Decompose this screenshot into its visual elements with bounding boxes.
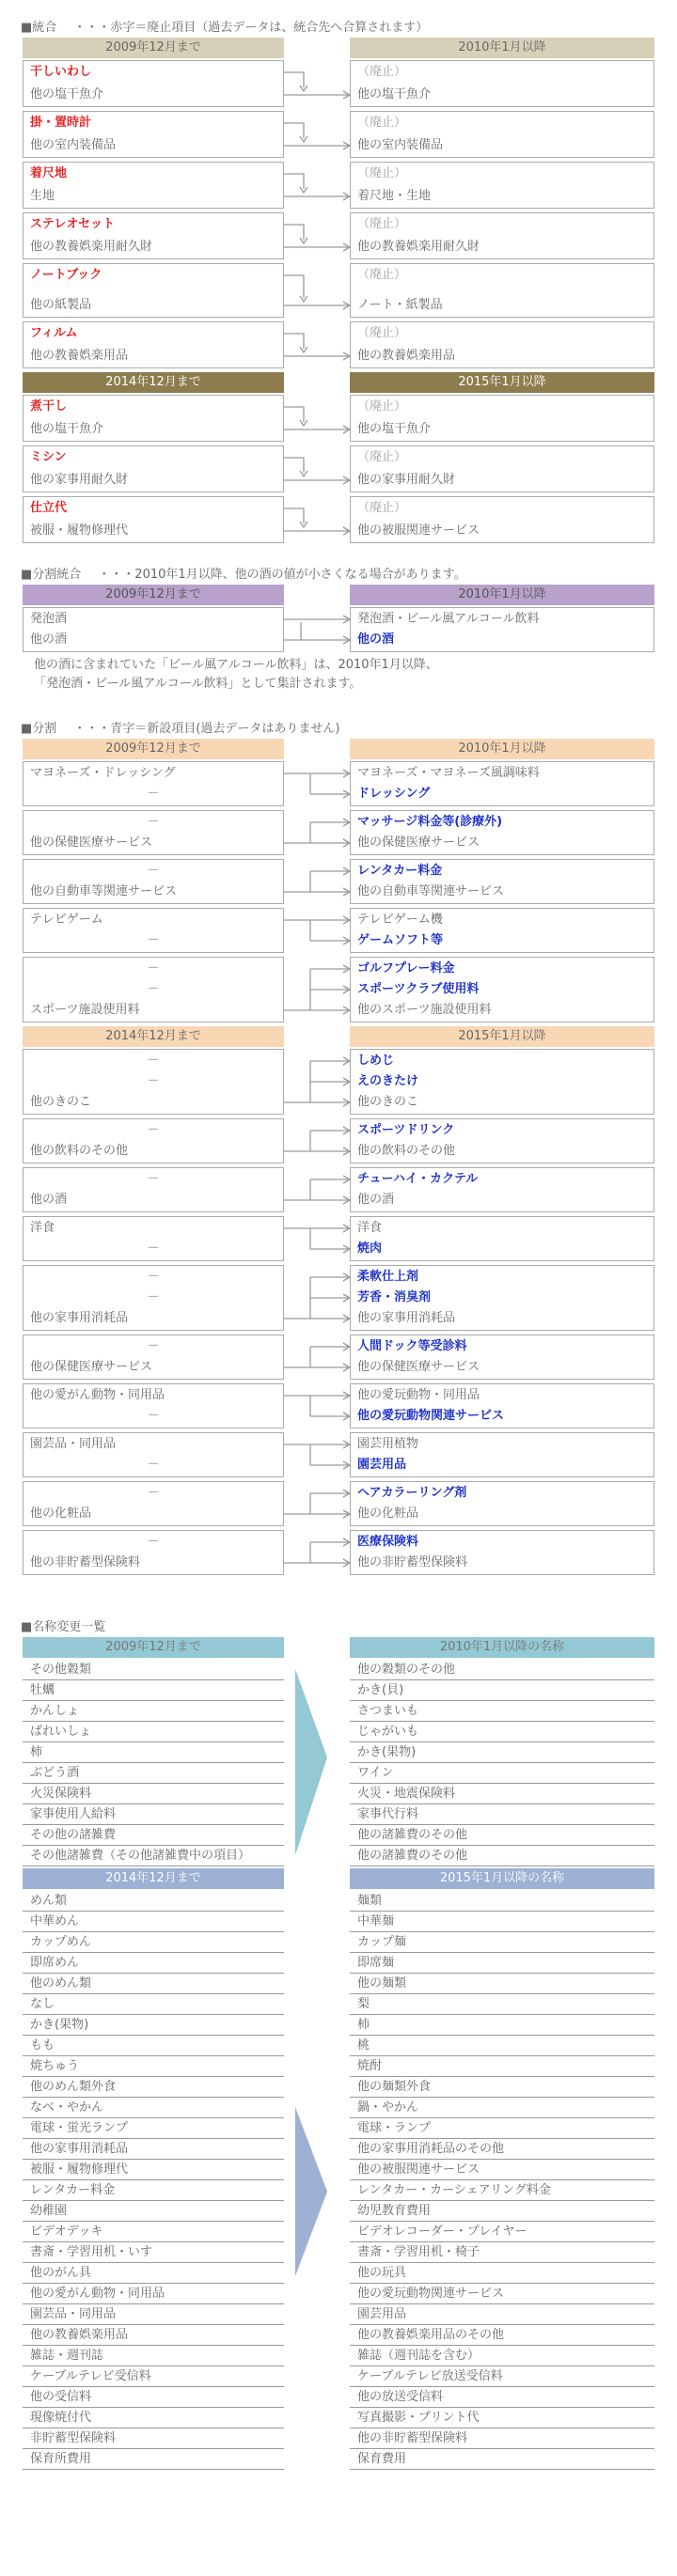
cell-text: 麺類 bbox=[357, 1894, 383, 1908]
cell-text: － bbox=[147, 1054, 160, 1068]
cell-text: 他の教養娯楽用耐久財 bbox=[357, 240, 480, 254]
cell-text: スポーツ施設使用料 bbox=[30, 1003, 140, 1017]
cell-text: 他の家事用消耗品 bbox=[30, 2142, 129, 2156]
cell-text: 他の穀類のその他 bbox=[357, 1663, 456, 1677]
cell-text: なし bbox=[30, 1997, 55, 2011]
cell-text: 干しいわし bbox=[30, 65, 92, 79]
cell-text: 他の愛がん動物・同用品 bbox=[30, 2287, 165, 2301]
cell-text: － bbox=[147, 864, 160, 878]
cell-text: 掛・置時計 bbox=[30, 116, 92, 130]
cell-text: 幼児教育費用 bbox=[357, 2204, 432, 2218]
cell-text: 他の玩具 bbox=[357, 2266, 407, 2280]
header-left: 2014年12月まで bbox=[23, 1026, 284, 1047]
cell-text: 即席麺 bbox=[357, 1956, 395, 1970]
cell-text: 他の保健医療サービス bbox=[357, 1360, 480, 1374]
cell-text: 他の家事用耐久財 bbox=[357, 473, 456, 487]
cell-text: － bbox=[147, 1290, 160, 1304]
big-arrow-icon bbox=[295, 1669, 327, 1855]
arrow-line bbox=[284, 275, 304, 298]
arrow-line bbox=[284, 72, 304, 87]
cell-text: 他の家事用消耗品 bbox=[357, 1311, 456, 1325]
section-note: ・・・赤字＝廃止項目（過去データは、統合先へ合算されます） bbox=[73, 21, 429, 35]
cell-text: 芳香・消臭剤 bbox=[357, 1290, 432, 1304]
cell-text: 火災保険料 bbox=[30, 1787, 92, 1801]
section-label: ■名称変更一覧 bbox=[21, 1620, 106, 1634]
cell-text: 牡蠣 bbox=[30, 1683, 55, 1697]
cell-text: 他の飲料のその他 bbox=[30, 1144, 129, 1158]
cell-text: 園芸用植物 bbox=[357, 1437, 419, 1451]
cell-text: 中華麺 bbox=[357, 1914, 395, 1928]
cell-text: その他の諸雑費 bbox=[30, 1828, 117, 1842]
cell-text: 着尺地 bbox=[30, 166, 68, 180]
cell-text: 人間ドック等受診料 bbox=[357, 1339, 467, 1353]
cell-text: 他の室内装備品 bbox=[30, 138, 117, 152]
cell-text: 他の諸雑費のその他 bbox=[357, 1828, 468, 1842]
cell-text: 家事使用人給料 bbox=[30, 1807, 117, 1821]
cell-text: － bbox=[147, 1241, 160, 1256]
cell-text: － bbox=[147, 1458, 160, 1472]
cell-text: 他の保健医療サービス bbox=[30, 835, 153, 850]
cell-text: 他の被服関連サービス bbox=[357, 2162, 480, 2177]
cell-text: なべ・やかん bbox=[30, 2100, 104, 2115]
arrow-line bbox=[284, 508, 304, 523]
cell-text: － bbox=[147, 815, 160, 829]
cell-text: 書斎・学習用机・椅子 bbox=[357, 2245, 480, 2259]
cell-text: 他の非貯蓄型保険料 bbox=[357, 1555, 468, 1569]
cell-text: － bbox=[147, 1339, 160, 1353]
cell-text: えのきたけ bbox=[357, 1074, 419, 1088]
header-right: 2015年1月以降の名称 bbox=[350, 1868, 654, 1889]
cell-text: テレビゲーム機 bbox=[357, 913, 443, 927]
cell-text: 他の自動車等関連サービス bbox=[30, 884, 178, 898]
cell-text: マヨネーズ・ドレッシング bbox=[30, 766, 176, 780]
cell-text: 他の愛玩動物・同用品 bbox=[357, 1388, 480, 1402]
header-right: 2010年1月以降 bbox=[350, 585, 654, 605]
cell-text: 他の愛玩動物関連サービス bbox=[357, 2287, 505, 2301]
cell-text: 電球・ランプ bbox=[357, 2121, 432, 2135]
cell-text: かんしょ bbox=[30, 1704, 80, 1718]
cell-text: 他の塩干魚介 bbox=[30, 422, 104, 436]
cell-text: 柔軟仕上剤 bbox=[357, 1270, 419, 1284]
cell-text: ワイン bbox=[357, 1766, 394, 1780]
cell-text: その他穀類 bbox=[30, 1663, 92, 1677]
cell-text: 柿 bbox=[357, 2018, 370, 2032]
cell-text: 他のめん類外食 bbox=[30, 2080, 117, 2094]
note-line: 他の酒に含まれていた「ビール風アルコール飲料」は、2010年1月以降、 bbox=[34, 658, 438, 672]
cell-text: 焼酎 bbox=[357, 2059, 383, 2073]
cell-text: 他の化粧品 bbox=[357, 1507, 419, 1521]
header-right: 2010年1月以降の名称 bbox=[350, 1637, 654, 1658]
cell-text: レンタカー料金 bbox=[357, 864, 443, 878]
header-left: 2014年12月まで bbox=[23, 1868, 284, 1889]
cell-text: － bbox=[147, 1486, 160, 1500]
cell-text: 他の愛玩動物関連サービス bbox=[357, 1409, 505, 1423]
cell-text: 他の塩干魚介 bbox=[357, 422, 432, 436]
cell-text: 保育所費用 bbox=[30, 2452, 92, 2466]
cell-text: 他の教養娯楽用品 bbox=[30, 349, 129, 363]
cell-text: 園芸品・同用品 bbox=[30, 2307, 117, 2321]
cell-text: （廃止） bbox=[357, 217, 407, 231]
cell-text: さつまいも bbox=[357, 1704, 419, 1718]
section-label: ■統合 bbox=[21, 21, 57, 35]
section-label: ■分割 bbox=[21, 722, 57, 736]
cell-text: じゃがいも bbox=[357, 1725, 419, 1739]
cell-text: 洋食 bbox=[357, 1221, 383, 1235]
cell-text: スポーツドリンク bbox=[357, 1123, 455, 1137]
cell-text: 他の化粧品 bbox=[30, 1507, 92, 1521]
cell-text: ゴルフプレー料金 bbox=[357, 961, 455, 976]
cell-text: ステレオセット bbox=[30, 217, 116, 231]
cell-text: （廃止） bbox=[357, 116, 407, 130]
cell-text: スポーツクラブ使用料 bbox=[357, 982, 480, 996]
cell-text: （廃止） bbox=[357, 501, 407, 515]
cell-text: 仕立代 bbox=[30, 501, 68, 515]
cell-text: 火災・地震保険料 bbox=[357, 1787, 456, 1801]
arrow-line bbox=[284, 123, 304, 138]
cell-text: 被服・履物修理代 bbox=[30, 2162, 129, 2177]
cell-text: ミシン bbox=[30, 450, 67, 464]
cell-text: フィルム bbox=[30, 326, 78, 340]
cell-text: 中華めん bbox=[30, 1914, 80, 1928]
cell-text: かき(貝) bbox=[357, 1683, 404, 1697]
arrow-line bbox=[284, 407, 304, 422]
cell-text: 園芸品・同用品 bbox=[30, 1437, 117, 1451]
header-right: 2010年1月以降 bbox=[350, 739, 654, 759]
cell-text: 柿 bbox=[30, 1745, 43, 1759]
cell-text: － bbox=[147, 1074, 160, 1088]
cell-text: （廃止） bbox=[357, 268, 407, 282]
cell-text: 桃 bbox=[357, 2038, 370, 2053]
header-right: 2015年1月以降 bbox=[350, 1026, 654, 1047]
cell-text: 洋食 bbox=[30, 1221, 55, 1235]
cell-text: － bbox=[147, 1270, 160, 1284]
arrow-line bbox=[284, 334, 304, 349]
cell-text: ケーブルテレビ受信料 bbox=[30, 2369, 151, 2383]
cell-text: 他の家事用消耗品のその他 bbox=[357, 2142, 505, 2156]
cell-text: 発泡酒 bbox=[30, 612, 68, 626]
cell-text: 雑誌・週刊誌 bbox=[30, 2349, 104, 2363]
cell-text: 他の麺類 bbox=[357, 1976, 407, 1991]
cell-text: － bbox=[147, 1409, 160, 1423]
cell-text: かき(果物) bbox=[357, 1745, 417, 1759]
cell-text: その他諸雑費（その他諸雑費中の項目） bbox=[30, 1849, 251, 1863]
cell-text: － bbox=[147, 787, 160, 801]
cell-text: カップめん bbox=[30, 1935, 91, 1949]
cell-text: 保育費用 bbox=[357, 2452, 407, 2466]
cell-text: － bbox=[147, 1172, 160, 1186]
cell-text: 他の家事用耐久財 bbox=[30, 473, 129, 487]
cell-text: 他のきのこ bbox=[30, 1095, 92, 1109]
cell-text: もも bbox=[30, 2038, 55, 2053]
cell-text: 他の諸雑費のその他 bbox=[357, 1849, 468, 1863]
cell-text: 被服・履物修理代 bbox=[30, 523, 129, 538]
cell-text: ビデオレコーダー・プレイヤー bbox=[357, 2225, 527, 2239]
cell-text: 他の保健医療サービス bbox=[30, 1360, 153, 1374]
cell-text: 他の自動車等関連サービス bbox=[357, 884, 505, 898]
cell-text: ケーブルテレビ放送受信料 bbox=[357, 2369, 503, 2383]
cell-text: （廃止） bbox=[357, 65, 407, 79]
cell-text: カップ麺 bbox=[357, 1935, 406, 1949]
cell-text: 写真撮影・プリント代 bbox=[357, 2411, 480, 2425]
cell-text: 他の酒 bbox=[357, 632, 395, 647]
cell-text: 他の酒 bbox=[357, 1193, 395, 1207]
cell-text: 他のきのこ bbox=[357, 1095, 419, 1109]
cell-text: 梨 bbox=[357, 1997, 370, 2011]
cell-text: 他の紙製品 bbox=[30, 298, 92, 312]
arrow-line bbox=[284, 458, 304, 473]
cell-text: 他の酒 bbox=[30, 632, 68, 647]
cell-text: 園芸用品 bbox=[357, 2307, 407, 2321]
arrow-line bbox=[284, 174, 304, 189]
cell-text: － bbox=[147, 1535, 160, 1549]
cell-text: しめじ bbox=[357, 1054, 395, 1068]
cell-text: － bbox=[147, 933, 160, 947]
cell-text: ゲームソフト等 bbox=[357, 933, 444, 947]
cell-text: 他の放送受信料 bbox=[357, 2390, 444, 2404]
cell-text: 他の愛がん動物・同用品 bbox=[30, 1388, 165, 1402]
header-left: 2009年12月まで bbox=[23, 38, 284, 58]
header-right: 2015年1月以降 bbox=[350, 372, 654, 393]
header-right: 2010年1月以降 bbox=[350, 38, 654, 58]
cell-text: 他の被服関連サービス bbox=[357, 523, 480, 538]
cell-text: 他の教養娯楽用品 bbox=[30, 2328, 129, 2342]
cell-text: 電球・蛍光ランプ bbox=[30, 2121, 129, 2135]
big-arrow-icon bbox=[295, 2107, 327, 2276]
header-left: 2014年12月まで bbox=[23, 372, 284, 393]
cell-text: 他のがん具 bbox=[30, 2266, 92, 2280]
header-left: 2009年12月まで bbox=[23, 739, 284, 759]
cell-text: 他の受信料 bbox=[30, 2390, 92, 2404]
cell-text: 雑誌（週刊誌を含む） bbox=[357, 2349, 480, 2363]
cell-text: ビデオデッキ bbox=[30, 2225, 103, 2239]
cell-text: ノート・紙製品 bbox=[357, 298, 443, 312]
cell-text: － bbox=[147, 982, 160, 996]
cell-text: 非貯蓄型保険料 bbox=[30, 2431, 117, 2445]
cell-text: （廃止） bbox=[357, 326, 407, 340]
cell-text: レンタカー・カーシェアリング料金 bbox=[357, 2183, 551, 2197]
cell-text: （廃止） bbox=[357, 450, 407, 464]
cell-text: 発泡酒・ビール風アルコール飲料 bbox=[357, 612, 540, 626]
cell-text: 他の教養娯楽用品 bbox=[357, 349, 456, 363]
cell-text: 他の保健医療サービス bbox=[357, 835, 480, 850]
cell-text: 家事代行料 bbox=[357, 1807, 419, 1821]
cell-text: 書斎・学習用机・いす bbox=[30, 2245, 153, 2259]
cell-text: 他の塩干魚介 bbox=[30, 87, 104, 101]
cell-text: 幼稚園 bbox=[30, 2204, 68, 2218]
cell-text: 園芸用品 bbox=[357, 1458, 407, 1472]
cell-text: 他の非貯蓄型保険料 bbox=[357, 2431, 468, 2445]
cell-text: ヘアカラーリング剤 bbox=[357, 1486, 467, 1500]
cell-text: 焼肉 bbox=[357, 1241, 383, 1256]
cell-text: 着尺地・生地 bbox=[357, 189, 432, 203]
cell-text: 他の教養娯楽用品のその他 bbox=[357, 2328, 505, 2342]
cell-text: 即席めん bbox=[30, 1956, 80, 1970]
cell-text: 他の麺類外食 bbox=[357, 2080, 432, 2094]
cell-text: レンタカー料金 bbox=[30, 2183, 116, 2197]
cell-text: 他の非貯蓄型保険料 bbox=[30, 1555, 141, 1569]
section-note: ・・・青字＝新設項目(過去データはありません) bbox=[73, 722, 340, 736]
arrow-line bbox=[284, 225, 304, 240]
cell-text: 焼ちゅう bbox=[30, 2059, 80, 2073]
cell-text: マヨネーズ・マヨネーズ風調味料 bbox=[357, 766, 540, 780]
cell-text: 生地 bbox=[30, 189, 55, 203]
cell-text: （廃止） bbox=[357, 399, 407, 414]
cell-text: ばれいしょ bbox=[30, 1725, 92, 1739]
note-line: 「発泡酒・ビール風アルコール飲料」として集計されます。 bbox=[34, 677, 362, 691]
cell-text: 医療保険料 bbox=[357, 1535, 419, 1549]
cell-text: 他の教養娯楽用耐久財 bbox=[30, 240, 153, 254]
cell-text: 他のスポーツ施設使用料 bbox=[357, 1003, 492, 1017]
cell-text: 他の酒 bbox=[30, 1193, 68, 1207]
section-note: ・・・2010年1月以降、他の酒の値が小さくなる場合があります。 bbox=[98, 568, 466, 582]
section-label: ■分割統合 bbox=[21, 568, 82, 582]
cell-text: ノートブック bbox=[30, 268, 102, 282]
cell-text: － bbox=[147, 1123, 160, 1137]
cell-text: 他の家事用消耗品 bbox=[30, 1311, 129, 1325]
cell-text: 他の室内装備品 bbox=[357, 138, 444, 152]
cell-text: 現像焼付代 bbox=[30, 2411, 92, 2425]
cell-text: ぶどう酒 bbox=[30, 1766, 80, 1780]
cell-text: ドレッシング bbox=[357, 787, 431, 801]
header-left: 2009年12月まで bbox=[23, 585, 284, 605]
cell-text: めん類 bbox=[30, 1894, 68, 1908]
cell-text: － bbox=[147, 961, 160, 976]
cell-text: 他の塩干魚介 bbox=[357, 87, 432, 101]
cell-text: 煮干し bbox=[30, 399, 68, 414]
cell-text: テレビゲーム bbox=[30, 913, 103, 927]
cell-text: マッサージ料金等(診療外) bbox=[357, 815, 503, 829]
header-left: 2009年12月まで bbox=[23, 1637, 284, 1658]
cell-text: 他の飲料のその他 bbox=[357, 1144, 456, 1158]
cell-text: 鍋・やかん bbox=[357, 2100, 419, 2115]
cell-text: かき(果物) bbox=[30, 2018, 89, 2032]
cell-text: （廃止） bbox=[357, 166, 407, 180]
cell-text: チューハイ・カクテル bbox=[357, 1172, 479, 1186]
cell-text: 他のめん類 bbox=[30, 1976, 92, 1991]
